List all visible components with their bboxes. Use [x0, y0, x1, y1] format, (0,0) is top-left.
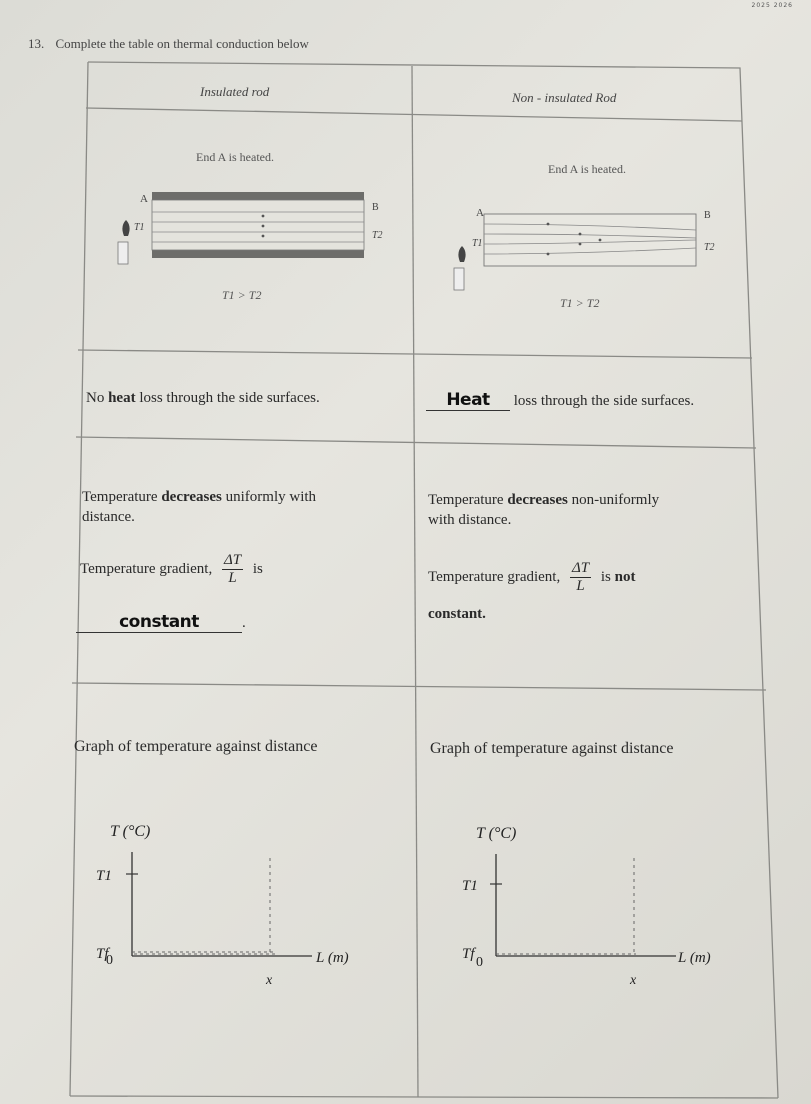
- x-mark: x: [630, 973, 637, 988]
- graph-left: [80, 812, 400, 1022]
- heat-loss-text: Heat loss through the side surfaces.: [426, 390, 694, 411]
- no-heat-loss-text: No heat loss through the side surfaces.: [86, 390, 320, 406]
- graph-title-right: Graph of temperature against distance: [430, 740, 674, 757]
- t1-label: T1: [462, 878, 478, 894]
- gradient-right: Temperature gradient, $\frac{\Delta T}{L}$ is not: [428, 560, 636, 594]
- answer-constant: constant: [76, 612, 242, 633]
- label-b: B: [372, 202, 379, 213]
- label-t1: T1: [472, 238, 483, 249]
- origin-label: 0: [476, 955, 483, 970]
- label-t2: T2: [372, 230, 383, 241]
- relation-left: T1 > T2: [222, 288, 262, 302]
- x-mark: x: [266, 973, 273, 988]
- y-axis-label: T (°C): [110, 823, 151, 840]
- y-axis-label: T (°C): [476, 825, 517, 842]
- gradient-left: Temperature gradient, $\frac{\Delta T}{L}$ is: [80, 552, 263, 586]
- header-insulated: Insulated rod: [200, 84, 270, 99]
- gradient-fraction: $\frac{\Delta T}{L}$: [223, 552, 242, 586]
- answer-heat: Heat: [426, 390, 510, 411]
- label-a: A: [140, 193, 148, 205]
- tf-label: Tf: [96, 946, 109, 962]
- insulated-rod-diagram: [100, 188, 400, 298]
- label-t2: T2: [704, 242, 715, 253]
- question-number: 13.: [28, 36, 45, 51]
- header-non-insulated: Non - insulated Rod: [512, 90, 617, 105]
- label-a: A: [476, 207, 484, 219]
- caption-right: End A is heated.: [548, 162, 626, 176]
- caption-left: End A is heated.: [196, 150, 274, 164]
- tf-label: Tf: [462, 946, 475, 962]
- uniform-decrease-text: Temperature decreases uniformly with distance.: [82, 489, 317, 525]
- gradient-fraction: $\frac{\Delta T}{L}$: [571, 560, 590, 594]
- flame-icon: [458, 246, 465, 262]
- x-axis-label: L (m): [678, 950, 711, 966]
- corner-note: 2025 2026: [751, 2, 793, 9]
- answer-constant-line: constant .: [76, 612, 246, 633]
- graph-title-left: Graph of temperature against distance: [74, 738, 318, 755]
- relation-right: T1 > T2: [560, 296, 600, 310]
- label-t1: T1: [134, 222, 145, 233]
- question-prompt: [28, 36, 309, 52]
- nonuniform-decrease-text: Temperature decreases non-uniformly with distance.: [428, 492, 660, 528]
- label-b: B: [704, 210, 711, 221]
- flame-icon: [122, 220, 129, 236]
- non-insulated-rod-diagram: [440, 200, 740, 300]
- origin-label: 0: [106, 953, 113, 968]
- t1-label: T1: [96, 868, 112, 884]
- x-axis-label: L (m): [316, 950, 349, 966]
- question-text: Complete the table on thermal conduction below: [55, 36, 309, 51]
- constant-end: constant.: [428, 606, 486, 622]
- graph-right: [440, 814, 760, 1024]
